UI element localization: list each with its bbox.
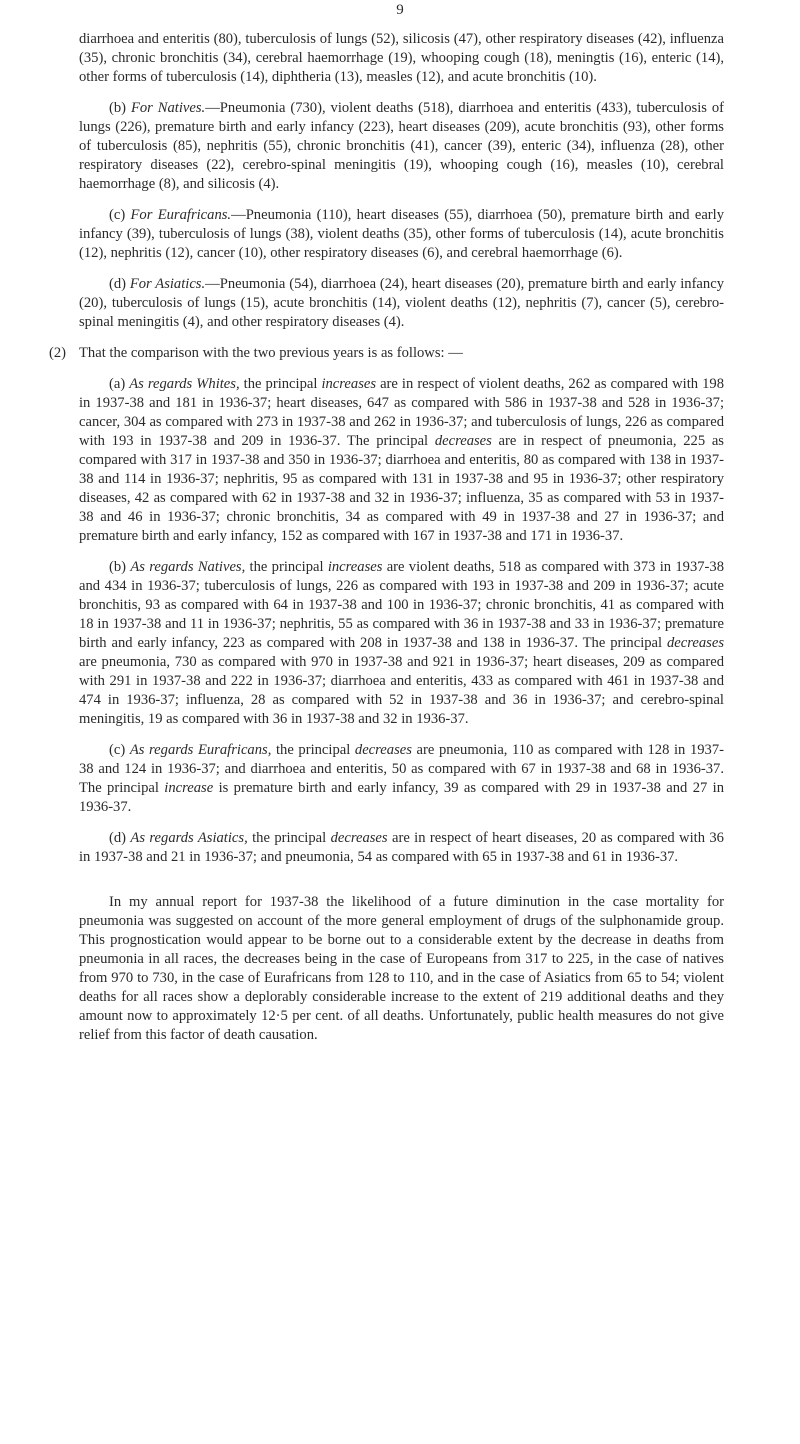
paragraph-2c-eurafricans	[79, 741, 724, 817]
item-text: —Pneumonia (54), diarrhoea (24), heart diseases (20), premature birth and early infancy (20), tuberculosis of lungs (15), acute bronchitis (14), violent deaths (12), nephritis (7), cancer (5), cerebro-spinal meningitis (4), and other respiratory diseases (4).	[79, 276, 724, 330]
item-text: the principal	[271, 742, 355, 758]
item-label: (c)	[109, 742, 126, 758]
item-text: are pneumonia, 730 as compared with 970 in 1937-38 and 921 in 1936-37; heart diseases, 209 as compared with 291 in 1937-38 and 222 in 1936-37; diarrhoea and enteritis, 433 as compared with 461 in 1937-38 and 474 in 1936-37; influenza, 28 as compared with 52 in 1937-38 and 36 in 1936-37; and cerebro-spinal meningitis, 19 as compared with 36 in 1937-38 and 32 in 1936-37.	[79, 654, 724, 727]
item-text: —Pneumonia (110), heart diseases (55), diarrhoea (50), premature birth and early infancy (39), tuberculosis of lungs (38), violent deaths (35), other forms of tuberculosis (14), acute bronchitis (12), nephritis (12), cancer (10), other respiratory diseases (6), and cerebral haemorrhage (6).	[79, 207, 725, 261]
paragraph-1a-continuation: diarrhoea and enteritis (80), tuberculosis of lungs (52), silicosis (47), other respiratory diseases (42), influenza (35), chronic bronchitis (34), cerebral haemorrhage (19), whooping cough (18), meningtis (16), enteric (14), other forms of tuberculosis (14), diphtheria (13), measles (12), and acute bronchitis (10).	[79, 31, 724, 85]
item-label: (b)	[109, 559, 127, 575]
page-number: 9	[396, 2, 404, 18]
keyword-increases: increases	[327, 559, 383, 575]
item-heading: As regards Eurafricans,	[129, 742, 272, 758]
item-text: the principal	[239, 376, 322, 392]
document-body	[49, 30, 725, 1045]
keyword-decreases: decreases	[354, 742, 412, 758]
item-text: the principal	[245, 559, 328, 575]
paragraph-2d-asiatics	[79, 829, 724, 867]
paragraph-1d-asiatics	[79, 275, 724, 332]
item-text: the principal	[247, 830, 331, 846]
item-label: (b)	[109, 100, 127, 116]
item-heading: For Eurafricans.	[130, 207, 232, 223]
keyword-decreases: decreases	[667, 635, 724, 651]
section-number: (2)	[49, 345, 67, 361]
keyword-decreases: decreases	[330, 830, 388, 846]
paragraph-1b-natives	[79, 99, 724, 194]
item-label: (d)	[109, 276, 127, 292]
item-heading: For Natives.	[130, 100, 206, 116]
item-text: is premature birth and early infancy, 39 as compared with 29 in 1937-38 and 27 in 1936-37.	[79, 780, 725, 815]
keyword-increase: increase	[164, 780, 214, 796]
section-text: That the comparison with the two previous years is as follows: —	[79, 345, 463, 361]
item-heading: As regards Natives,	[130, 559, 246, 575]
item-label: (d)	[109, 830, 127, 846]
keyword-decreases: decreases	[434, 433, 492, 449]
keyword-increases: increases	[321, 376, 377, 392]
item-text: are pneumonia, 110 as compared with 128 in 1937-38 and 124 in 1936-37; and diarrhoea and enteritis, 50 as compared with 67 in 1937-38 and 68 in 1936-37. The principal	[79, 742, 725, 796]
closing-paragraph: In my annual report for 1937-38 the likelihood of a future diminution in the case mortality for pneumonia was suggested on account of the more general employment of drugs of the sulphonamide group. This prognostication would appear to be borne out to a considerable extent by the decrease in deaths from pneumonia in all races, the decreases being in the case of Europeans from 317 to 225, in the case of natives from 970 to 730, in the case of Eurafricans from 128 to 110, and in the case of Asiatics from 65 to 54; violent deaths for all races show a deplorably considerable increase to the extent of 219 additional deaths and they amount now to approximately 12·5 per cent. of all deaths. Unfortunately, public health measures do not give relief from this factor of death causation.	[79, 894, 724, 1043]
item-text: are in respect of violent deaths, 262 as compared with 198 in 1937-38 and 181 in 1936-37; heart diseases, 647 as compared with 586 in 1937-38 and 528 in 1936-37; cancer, 304 as compared with 273 in 1937-38 and 262 in 1936-37; and tuberculosis of lungs, 226 as compared with 193 in 1937-38 and 209 in 1936-37. The principal	[79, 376, 724, 449]
item-label: (c)	[109, 207, 126, 223]
paragraph-2a-whites	[79, 375, 724, 546]
item-text: are in respect of heart diseases, 20 as compared with 36 in 1937-38 and 21 in 1936-37; and pneumonia, 54 as compared with 65 in 1937-38 and 61 in 1936-37.	[79, 830, 724, 865]
item-label: (a)	[109, 376, 126, 392]
section-2-intro	[49, 344, 724, 363]
item-heading: As regards Whites,	[129, 376, 240, 392]
item-heading: For Asiatics.	[129, 276, 206, 292]
paragraph-1c-eurafricans	[79, 206, 724, 263]
item-text: —Pneumonia (730), violent deaths (518), diarrhoea and enteritis (433), tuberculosis of lungs (226), premature birth and early infancy (223), heart diseases (209), acute bronchitis (93), other forms of tuberculosis (85), nephritis (55), chronic bronchitis (41), cancer (39), enteric (34), influenza (28), other respiratory diseases (22), cerebro-spinal meningitis (19), whooping cough (16), measles (10), cerebral haemorrhage (8), and silicosis (4).	[79, 100, 724, 192]
paragraph-2b-natives	[79, 558, 724, 729]
item-heading: As regards Asiatics,	[130, 830, 248, 846]
item-text: are in respect of pneumonia, 225 as compared with 317 in 1937-38 and 350 in 1936-37; diarrhoea and enteritis, 80 as compared with 138 in 1937-38 and 114 in 1936-37; nephritis, 95 as compared with 131 in 1937-38 and 95 in 1936-37; other respiratory diseases, 42 as compared with 62 in 1937-38 and 32 in 1936-37; influenza, 35 as compared with 53 in 1937-38 and 46 in 1936-37; chronic bronchitis, 34 as compared with 49 in 1937-38 and 27 in 1936-37; and premature birth and early infancy, 152 as compared with 167 in 1937-38 and 171 in 1936-37.	[79, 433, 724, 544]
item-text: are violent deaths, 518 as compared with 373 in 1937-38 and 434 in 1936-37; tuberculosis of lungs, 226 as compared with 193 in 1937-38 and 209 in 1936-37; acute bronchitis, 93 as compared with 64 in 1937-38 and 100 in 1936-37; chronic bronchitis, 41 as compared with 18 in 1937-38 and 11 in 1936-37; nephritis, 55 as compared with 36 in 1937-38 and 33 in 1936-37; premature birth and early infancy, 223 as compared with 208 in 1937-38 and 138 in 1936-37. The principal	[79, 559, 724, 651]
